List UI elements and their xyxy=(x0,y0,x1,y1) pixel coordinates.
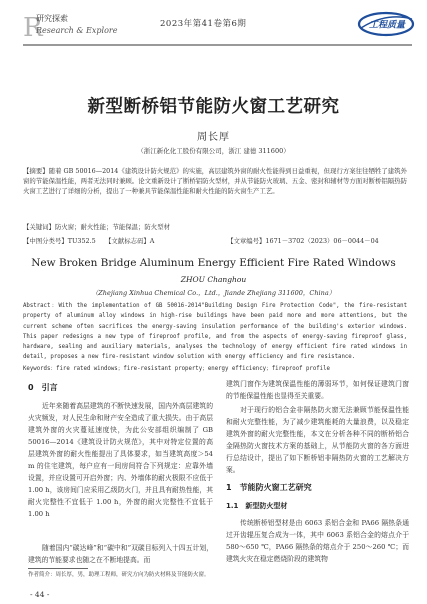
subsection-1-1-heading: 1.1 新型防火型材 xyxy=(226,502,288,510)
classification-line xyxy=(23,236,407,245)
affiliation-cn: （浙江新化化工股份有限公司，浙江 建德 311600） xyxy=(137,147,290,155)
intro-paragraph-4: 对于现行的铝合金非隔热防火窗无法兼顾节能保温性能和耐火完整性能，为了减少建筑能耗的大量浪费，以及稳定建筑外窗的耐火完整性能，本文在分析各种不同的断桥铝合金隔热防火窗技术方案的基础上，从节能防火窗的各方面进行总结设计，提出了如下断桥铝非隔热防火窗的工艺解决方案。 xyxy=(226,406,409,474)
journal-logo-text: 工程质量 xyxy=(368,20,406,31)
abstract-cn: 【摘要】随着 GB 50016—2014《建筑设计防火规范》的实施，高层建筑外窗的耐火性能得到日益重视，但现行方案往往牺牲了建筑外窗的节能保温性能，两者无法同时兼顾。论文重新设计了断桥铝防火型材，并从节能防火玻璃、五金、密封和辅材等方面对断桥铝隔热防火窗工艺进行了详细的分析，提出了一种兼具节能保温性能和耐火性能的防火窗生产工艺。 xyxy=(23,167,407,196)
affiliation-en: （Zhejiang Xinhua Chemical Co.，Ltd.，Jiande Zhejiang 311600，China） xyxy=(91,289,336,297)
intro-paragraph-2: 随着国内“碳达峰”和“碳中和”双碳目标列入十四五计划，建筑的节能要求也随之在不断地提高。而 xyxy=(28,544,213,564)
header-divider xyxy=(23,44,412,46)
abstract-en: Abstract：With the implementation of GB 50016-2014"Building Design Fire Protection Code", the fire-resistant property of aluminum alloy windows in high-rise buildings have been paid more and more attentions, but the current scheme often sacrifices the energy-saving insulation performance of the building's exterior windows. This paper redesigns a new type of fireproof profile, and from the aspects of energy-saving fireproof glass, hardware, sealing and auxiliary materials, analyses the technology of energy efficient fire rated windows in detail, proposes a new fire-resistant window solution with energy efficiency and fire resistance. xyxy=(23,303,407,361)
page-number: - 44 - xyxy=(30,590,50,599)
journal-logo xyxy=(356,10,416,38)
author-footnote: 作者简介：周长厚，男，助理工程师，研究方向为防火材料及节能防火窗。 xyxy=(28,572,210,578)
author-en: ZHOU Changhou xyxy=(180,275,247,284)
section-1-heading: 1 节能防火窗工艺研究 xyxy=(226,483,312,492)
article-title-en: New Broken Bridge Aluminum Energy Efficient Fire Rated Windows xyxy=(31,257,396,269)
journal-section-cn: 研究探索 xyxy=(36,14,68,23)
author-cn: 周长厚 xyxy=(197,132,230,143)
section-1-1-paragraph: 传统断桥铝型材是由 6063 系铝合金和 PA66 隔热条通过开齿辊压复合成为一体，其中 6063 系铝合金的熔点介于 580～650 ℃，PA66 隔热条的熔点介于 250～260 ℃；而建筑火灾在稳定燃烧阶段的建筑物 xyxy=(226,519,409,563)
intro-paragraph-3: 建筑门窗作为建筑保温性能的薄弱环节，如何保证建筑门窗的节能保温性能也显得至关重要。 xyxy=(226,380,409,400)
document-code: 【文献标志码】A xyxy=(105,237,155,245)
section-0-heading: 0 引言 xyxy=(28,383,58,392)
article-number: 【文章编号】1671－3702（2023）06－0044－04 xyxy=(227,237,379,245)
clc-number: 【中图分类号】TU352.5 xyxy=(23,237,96,245)
keywords-cn: 【关键词】防火窗；耐火性能；节能保温；防火型材 xyxy=(23,223,170,231)
journal-issue: 2023年第41卷第6期 xyxy=(160,19,247,29)
journal-section-en: Research & Explore xyxy=(36,26,118,35)
footnote-rule xyxy=(28,568,88,569)
article-title-cn: 新型断桥铝节能防火窗工艺研究 xyxy=(87,97,340,117)
header-r-ornament: R xyxy=(23,13,43,43)
keywords-en: Keywords：fire rated windows；fire-resistant property；energy efficiency；fireproof profile xyxy=(23,366,330,372)
intro-paragraph-1: 近年来随着高层建筑的不断快速发展，国内外高层建筑的火灾频发，对人民生命和财产安全造成了重大损失。由于高层建筑外窗的火灾蔓延速度快，为此公安部组织编制了 GB 50016—2014《建筑设计防火规范》，其中对特定位置的高层建筑外窗的耐火性能提出了具体要求，如当建筑高度＞54 m 的住宅建筑，每户应有一间房间符合下列规定：应靠外墙设置，并应设置可开启外窗；内、外墙体的耐火极限不应低于 1.00 h，该房间门应采用乙级防火门，并且具有耐热性能，其耐火完整性不宜低于 1.00 h，外窗的耐火完整性不宜低于 1.00 h xyxy=(28,402,213,518)
